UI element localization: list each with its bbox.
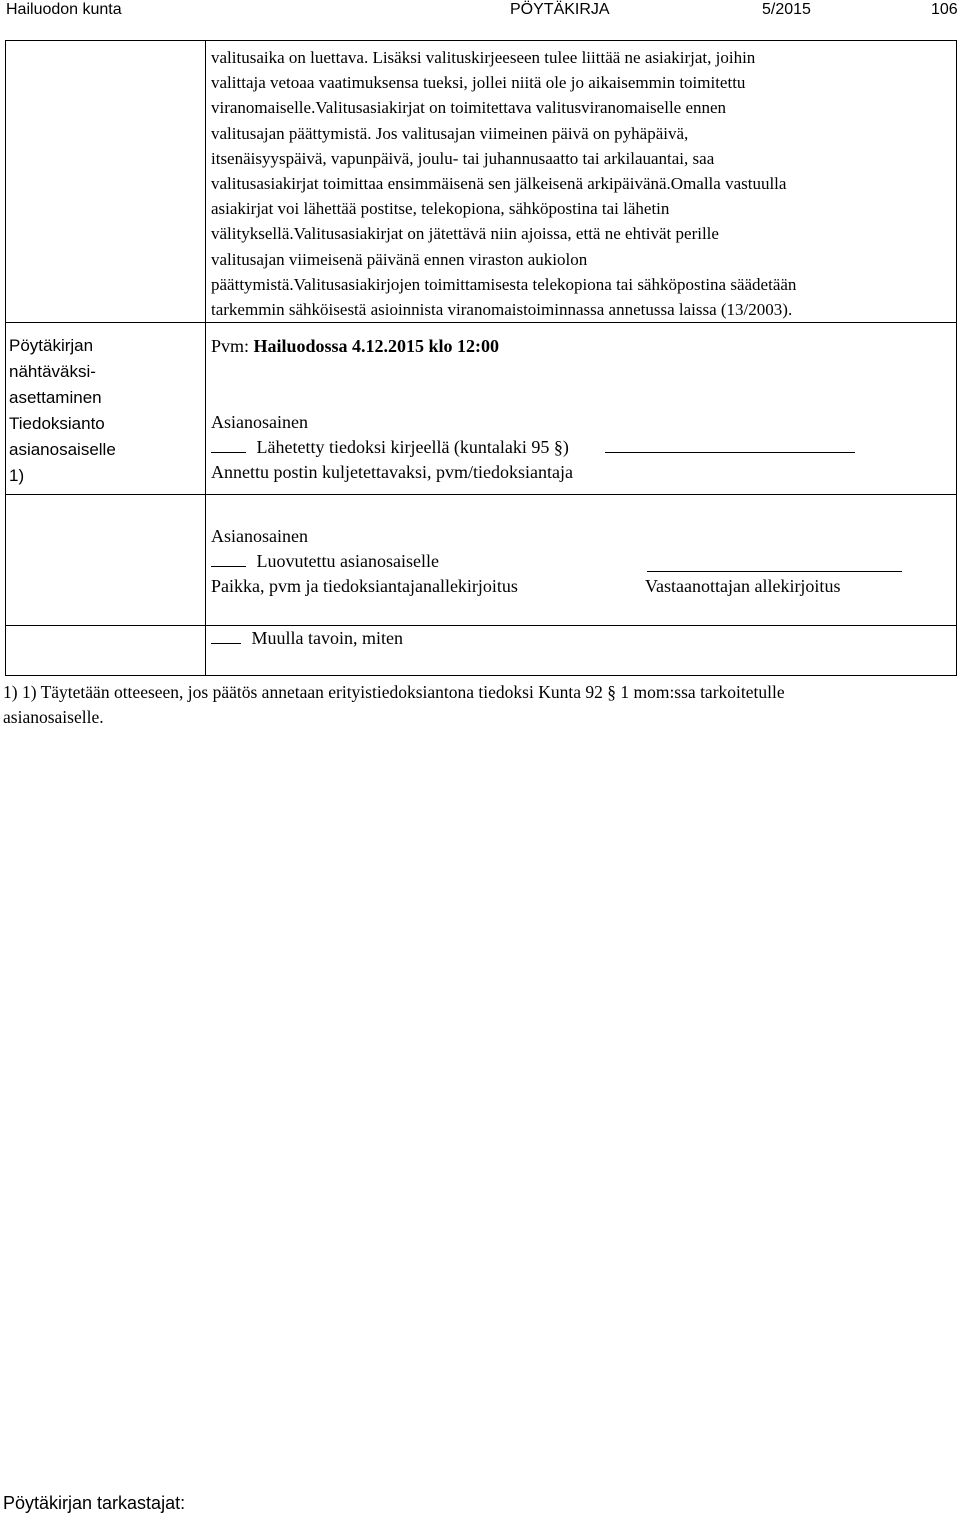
text-line: valittaja vetoaa vaatimuksensa tueksi, jollei niitä ole jo aikaisemmin toimitettu (211, 73, 746, 93)
footnote-line: asianosaiselle. (3, 707, 104, 727)
footnote (3, 680, 958, 730)
text-line: valitusajan viimeisenä päivänä ennen viraston aukiolon (211, 249, 588, 269)
handed-over-label: Luovutettu asianosaiselle (256, 551, 439, 571)
party-label: Asianosainen (211, 526, 308, 546)
handed-to-post-label: Annettu postin kuljetettavaksi, pvm/tiedoksiantaja (211, 462, 573, 482)
date-value: Hailuodossa 4.12.2015 klo 12:00 (253, 336, 500, 356)
text-line: itsenäisyyspäivä, vapunpäivä, joulu- tai juhannusaatto tai arkilauantai, saa (211, 148, 715, 168)
checkbox-blank[interactable] (211, 552, 246, 567)
text-line: valitusajan päättymistä. Jos valitusajan viimeinen päivä on pyhäpäivä, (211, 123, 689, 143)
text-line: viranomaiselle.Valitusasiakirjat on toimitettava valitusviranomaiselle ennen (211, 98, 727, 118)
column-divider (205, 626, 206, 675)
notice-date (211, 336, 499, 357)
place-date-signature-label: Paikka, pvm ja tiedoksiantajanallekirjoitus (211, 576, 518, 596)
appeal-instructions (211, 45, 956, 322)
label-line: 1) (9, 466, 25, 485)
label-line: nähtäväksi- (9, 362, 96, 381)
checkbox-blank[interactable] (211, 629, 241, 644)
text-line: valitusasiakirjat toimittaa ensimmäisenä sen jälkeisenä arkipäivänä.Omalla vastuulla (211, 174, 787, 194)
text-line: tarkemmin sähköisestä asioinnista viranomaistoiminnassa annetussa laissa (13/2003). (211, 300, 793, 320)
label-line: asianosaiselle (9, 440, 116, 459)
reviewers-label: Pöytäkirjan tarkastajat: (3, 1493, 186, 1513)
other-way-label: Muulla tavoin, miten (251, 628, 403, 648)
municipality-name: Hailuodon kunta (6, 1, 122, 18)
signature-line[interactable] (605, 438, 855, 453)
other-way-row (211, 628, 403, 649)
label-line: Tiedoksianto (9, 414, 105, 433)
text-line: valitusaika on luettava. Lisäksi valituskirjeeseen tulee liittää ne asiakirjat, joihin (211, 48, 756, 67)
footnote-line: 1) 1) Täytetään otteeseen, jos päätös annetaan erityistiedoksiantona tiedoksi Kunta 92 § 1 mom:ssa tarkoitetulle (3, 682, 785, 702)
sent-by-letter-label: Lähetetty tiedoksi kirjeellä (kuntalaki 95 §) (256, 437, 569, 457)
sent-by-letter-row (211, 437, 855, 458)
text-line: välityksellä.Valitusasiakirjat on jätettävä niin ajoissa, että ne ehtivät perille (211, 224, 719, 244)
page-number: 106 (931, 1, 958, 18)
page-header (0, 0, 960, 22)
checkbox-blank[interactable] (211, 438, 246, 453)
document-number: 5/2015 (762, 1, 811, 18)
date-label: Pvm: (211, 336, 254, 356)
column-divider (205, 495, 206, 625)
text-line: päättymistä.Valitusasiakirjojen toimittamisesta telekopiona tai sähköpostina säädetään (211, 274, 797, 294)
text-line: asiakirjat voi lähettää postitse, telekopiona, sähköpostina tai lähetin (211, 199, 670, 219)
table-row-other (5, 625, 957, 676)
recipient-signature-label: Vastaanottajan allekirjoitus (645, 576, 841, 596)
party-label: Asianosainen (211, 412, 308, 432)
column-divider (205, 323, 206, 494)
column-divider (205, 41, 206, 322)
label-line: asettaminen (9, 388, 102, 407)
document-type: PÖYTÄKIRJA (510, 1, 610, 18)
handed-over-row (211, 551, 439, 572)
notice-label (9, 333, 194, 489)
recipient-signature-line[interactable] (647, 551, 902, 572)
label-line: Pöytäkirjan (9, 336, 94, 355)
